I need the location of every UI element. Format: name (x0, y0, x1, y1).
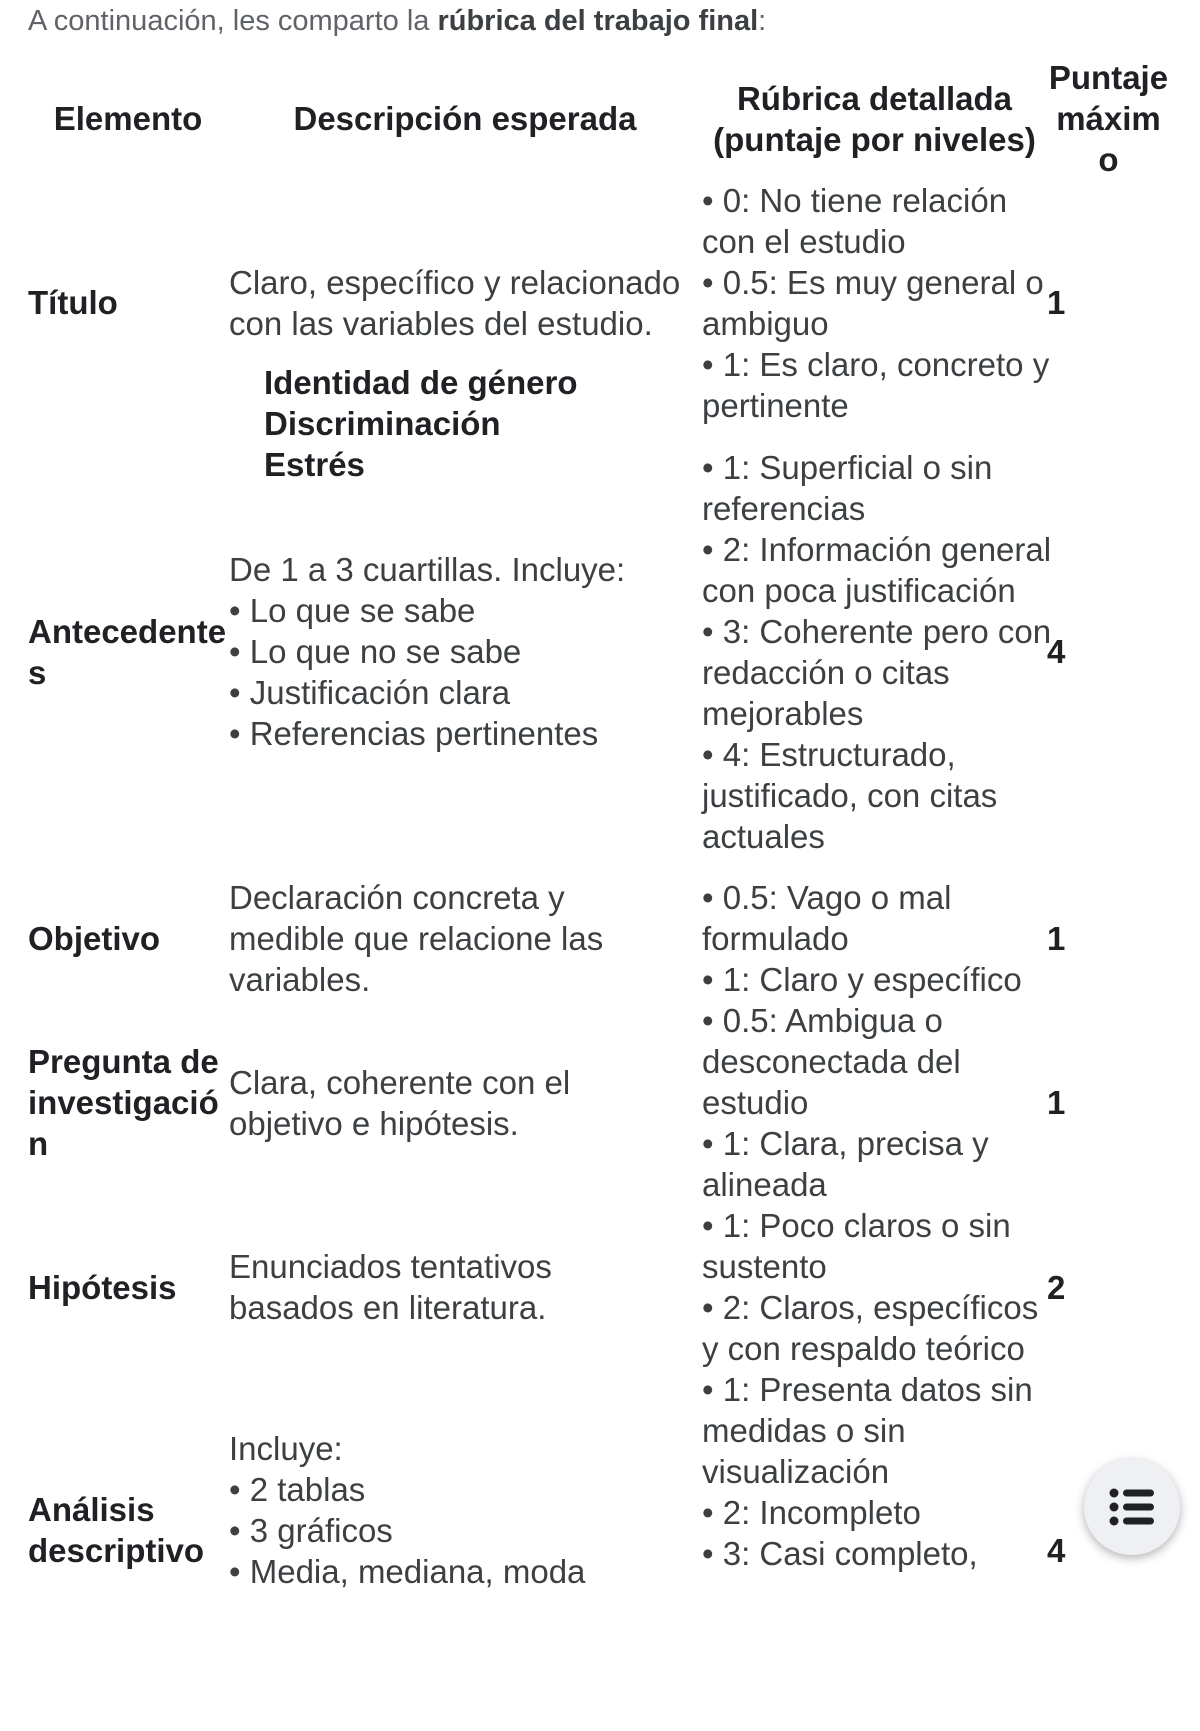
cell-elemento: Antecedentes (28, 612, 227, 691)
cell-niveles: • 1: Superficial o sin referencias • 2: Información general con poca justificación • 3: Coherente pero con redacción o citas mejorables • 4: Estructurado, justificado, con citas actuales (702, 448, 1052, 855)
table-row (0, 877, 1200, 1000)
header-descripcion: Descripción esperada (293, 100, 637, 137)
cell-descripcion: De 1 a 3 cuartillas. Incluye: • Lo que se sabe • Lo que no se sabe • Justificación clara • Referencias pertinentes (229, 551, 626, 752)
cell-descripcion: Incluye: • 2 tablas • 3 gráficos • Media, mediana, moda (229, 1430, 586, 1590)
table-row (0, 1000, 1200, 1205)
table-row (0, 1369, 1200, 1590)
variable-item: Discriminación (264, 405, 501, 442)
cell-descripcion: Clara, coherente con el objetivo e hipótesis. (229, 1063, 571, 1142)
variable-item: Identidad de género (264, 364, 578, 401)
cell-descripcion: Declaración concreta y medible que relacione las variables. (229, 879, 604, 998)
header-rubrica: Rúbrica detallada (puntaje por niveles) (713, 80, 1036, 158)
cell-puntaje: 4 (1047, 1532, 1066, 1569)
header-elemento: Elemento (53, 100, 203, 137)
cell-elemento: Hipótesis (28, 1268, 177, 1306)
cell-elemento: Objetivo (28, 920, 161, 957)
outline-fab-button[interactable] (1084, 1459, 1180, 1555)
intro-suffix: : (758, 5, 767, 37)
list-icon (1109, 1488, 1155, 1526)
cell-elemento: Título (28, 284, 118, 321)
intro-emphasis: rúbrica del trabajo final (437, 5, 759, 37)
variable-item: Estrés (264, 446, 365, 483)
cell-puntaje: 1 (1047, 920, 1066, 957)
cell-niveles: • 1: Presenta datos sin medidas o sin visualización • 2: Incompleto • 3: Casi completo, (702, 1371, 1033, 1572)
header-puntaje: Puntaje máxim o (1048, 59, 1169, 178)
cell-elemento: Análisis descriptivo (28, 1491, 205, 1569)
table-row (0, 1205, 1200, 1369)
cell-descripcion: Enunciados tentativos basados en literatura. (229, 1248, 552, 1326)
cell-niveles: • 0.5: Ambigua o desconectada del estudio • 1: Clara, precisa y alineada (702, 1002, 989, 1203)
table-row (0, 426, 1200, 877)
cell-niveles: • 0.5: Vago o mal formulado • 1: Claro y específico (702, 879, 1022, 998)
cell-elemento: Pregunta de investigación (28, 1043, 219, 1162)
cell-puntaje: 4 (1047, 633, 1066, 670)
cell-niveles: • 0: No tiene relación con el estudio • 0.5: Es muy general o ambiguo • 1: Es claro, concreto y pertinente (702, 182, 1050, 424)
cell-puntaje: 1 (1047, 284, 1066, 321)
cell-niveles: • 1: Poco claros o sin sustento • 2: Claros, específicos y con respaldo teórico (702, 1207, 1039, 1367)
cell-descripcion: Claro, específico y relacionado con las variables del estudio. Identidad de género Discriminación Estrés (229, 180, 701, 590)
cell-puntaje: 1 (1047, 1084, 1066, 1121)
intro-prefix: A continuación, les comparto la (28, 5, 438, 37)
cell-puntaje: 2 (1047, 1268, 1066, 1306)
intro-text (28, 2, 766, 40)
